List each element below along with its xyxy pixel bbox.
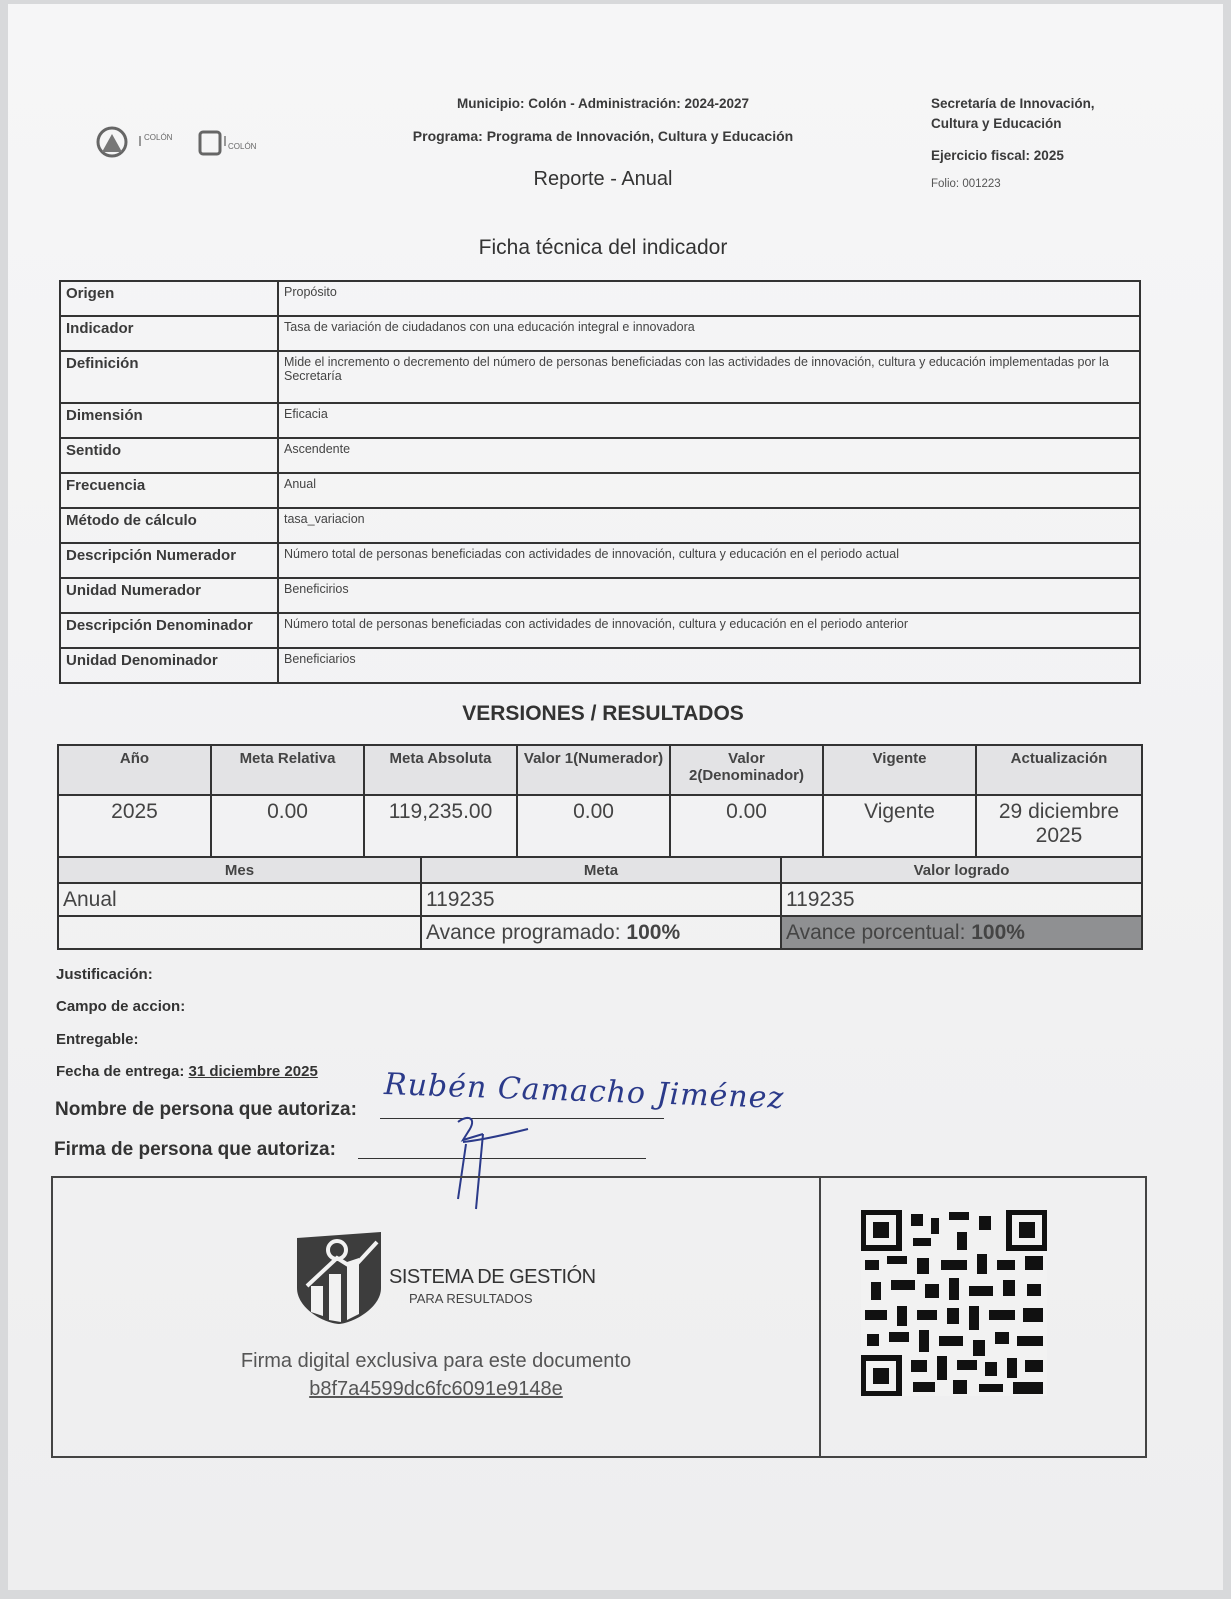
- versiones-cell: 119,235.00: [364, 795, 517, 859]
- ficha-row-dimension: [60, 403, 1140, 438]
- versiones-cell: 2025: [58, 795, 211, 859]
- mes-table: [57, 856, 1143, 950]
- mes-data-row: [58, 883, 1142, 916]
- mes-header-row: [58, 857, 1142, 883]
- ficha-row-definicion: [60, 351, 1140, 403]
- header-ejercicio: Ejercicio fiscal: 2025: [931, 148, 1064, 163]
- ficha-value: Mide el incremento o decremento del número de personas beneficiadas con las actividades de innovación, cultura y educación implementadas por la Secretaría: [278, 351, 1140, 403]
- logo-text-colon-2: COLÓN: [228, 142, 257, 151]
- ficha-title: Ficha técnica del indicador: [478, 236, 728, 259]
- ficha-value: Propósito: [278, 281, 1140, 316]
- header-folio: Folio: 001223: [931, 178, 1001, 190]
- ficha-row-desc-denominador: [60, 613, 1140, 648]
- avance-programado-value: 100%: [626, 920, 681, 944]
- ficha-row-origen: [60, 281, 1140, 316]
- mes-header: Mes: [58, 857, 421, 883]
- mes-header: Meta: [421, 857, 781, 883]
- header-secretaria-1: Secretaría de Innovación,: [931, 96, 1095, 111]
- ficha-row-desc-numerador: [60, 543, 1140, 578]
- versiones-header: Meta Absoluta: [364, 745, 517, 795]
- versiones-header: Valor 2(Denominador): [670, 745, 823, 795]
- ficha-value: Eficacia: [278, 403, 1140, 438]
- avance-porcentual-label: Avance porcentual:: [786, 920, 966, 944]
- fecha-entrega: [56, 1063, 318, 1080]
- logo-text-colon: COLÓN: [144, 133, 173, 142]
- firma-digital-text: Firma digital exclusiva para este documento: [240, 1350, 632, 1372]
- ficha-value: Beneficirios: [278, 578, 1140, 613]
- header-municipio: Municipio: Colón - Administración: 2024-2027: [456, 96, 750, 111]
- ficha-value: Ascendente: [278, 438, 1140, 473]
- avance-programado-label: Avance programado:: [426, 920, 621, 944]
- entregable-label: Entregable:: [56, 1031, 139, 1048]
- nombre-autoriza-label: Nombre de persona que autoriza:: [55, 1099, 357, 1120]
- mes-header: Valor logrado: [781, 857, 1142, 883]
- versiones-cell: Vigente: [823, 795, 976, 859]
- ficha-value: tasa_variacion: [278, 508, 1140, 543]
- document-page: [8, 4, 1223, 1590]
- sistema-gestion-subtitle: PARA RESULTADOS: [409, 1291, 533, 1306]
- ficha-table: [59, 280, 1141, 684]
- versiones-header: Actualización: [976, 745, 1142, 795]
- versiones-cell: 0.00: [517, 795, 670, 859]
- mes-cell: 119235: [781, 883, 1142, 916]
- versiones-header: Meta Relativa: [211, 745, 364, 795]
- qr-code-icon[interactable]: [861, 1210, 1047, 1396]
- footer-box: [51, 1176, 1147, 1458]
- firma-digital-hash: b8f7a4599dc6fc6091e9148e: [309, 1378, 563, 1400]
- versiones-cell: 0.00: [670, 795, 823, 859]
- ficha-row-unidad-denominador: [60, 648, 1140, 683]
- versiones-cell: 29 diciembre 2025: [976, 795, 1142, 859]
- ficha-label: Método de cálculo: [60, 508, 278, 543]
- ficha-row-frecuencia: [60, 473, 1140, 508]
- ficha-label: Frecuencia: [60, 473, 278, 508]
- versiones-cell: 0.00: [211, 795, 364, 859]
- versiones-table: [57, 744, 1143, 860]
- avance-porcentual-value: 100%: [971, 920, 1025, 944]
- ficha-value: Tasa de variación de ciudadanos con una educación integral e innovadora: [278, 316, 1140, 351]
- mes-empty-cell: [58, 916, 421, 949]
- versiones-header: Vigente: [823, 745, 976, 795]
- versiones-data-row: [58, 795, 1142, 859]
- fecha-entrega-label: Fecha de entrega:: [56, 1063, 185, 1080]
- ficha-value: Número total de personas beneficiadas con actividades de innovación, cultura y educación en el periodo anterior: [278, 613, 1140, 648]
- ficha-label: Sentido: [60, 438, 278, 473]
- justificacion-label: Justificación:: [56, 966, 153, 983]
- ficha-label: Dimensión: [60, 403, 278, 438]
- ficha-label: Definición: [60, 351, 278, 403]
- versiones-header-row: [58, 745, 1142, 795]
- versiones-title: VERSIONES / RESULTADOS: [462, 702, 744, 725]
- mes-cell: 119235: [421, 883, 781, 916]
- ficha-label: Origen: [60, 281, 278, 316]
- ficha-label: Indicador: [60, 316, 278, 351]
- ficha-label: Descripción Denominador: [60, 613, 278, 648]
- firma-autoriza-label: Firma de persona que autoriza:: [54, 1139, 336, 1160]
- fecha-entrega-value: 31 diciembre 2025: [188, 1063, 318, 1080]
- ficha-label: Descripción Numerador: [60, 543, 278, 578]
- footer-divider: [819, 1178, 821, 1456]
- ficha-value: Beneficiarios: [278, 648, 1140, 683]
- sistema-gestion-title: SISTEMA DE GESTIÓN: [389, 1266, 596, 1288]
- ficha-row-metodo: [60, 508, 1140, 543]
- header-reporte: Reporte - Anual: [533, 168, 673, 190]
- campo-accion-label: Campo de accion:: [56, 998, 186, 1015]
- ficha-value: Anual: [278, 473, 1140, 508]
- sistema-gestion-logo-icon: [293, 1228, 385, 1326]
- versiones-header: Valor 1(Numerador): [517, 745, 670, 795]
- municipal-logos: [94, 122, 264, 162]
- mes-avance-row: [58, 916, 1142, 949]
- mes-cell: Anual: [58, 883, 421, 916]
- avance-programado: [421, 916, 781, 949]
- avance-porcentual: [781, 916, 1142, 949]
- ficha-row-unidad-numerador: [60, 578, 1140, 613]
- ficha-row-indicador: [60, 316, 1140, 351]
- header-programa: Programa: Programa de Innovación, Cultura y Educación: [412, 128, 794, 144]
- ficha-label: Unidad Denominador: [60, 648, 278, 683]
- ficha-label: Unidad Numerador: [60, 578, 278, 613]
- nombre-autoriza-value: Rubén Camacho Jiménez: [383, 1067, 785, 1116]
- ficha-row-sentido: [60, 438, 1140, 473]
- header-secretaria-2: Cultura y Educación: [931, 116, 1062, 131]
- versiones-header: Año: [58, 745, 211, 795]
- ficha-value: Número total de personas beneficiadas con actividades de innovación, cultura y educación en el periodo actual: [278, 543, 1140, 578]
